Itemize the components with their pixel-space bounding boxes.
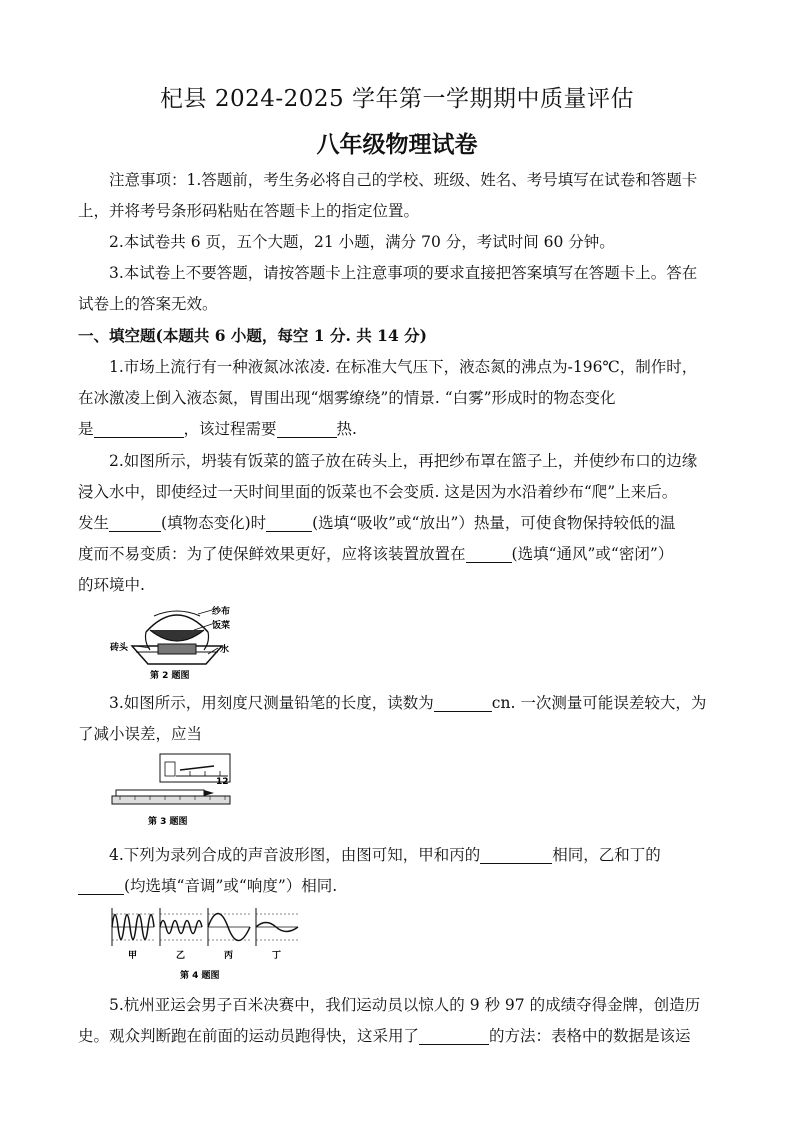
q4-line-2: (均选填“音调”或“响度”）相同. bbox=[124, 877, 338, 895]
q5-line-1: 5.杭州亚运会男子百米决赛中，我们运动员以惊人的 9 秒 97 的成绩夺得金牌，创造历 bbox=[109, 996, 701, 1014]
section-1-title: 一、填空题(本题共 6 小题，每空 1 分. 共 14 分) bbox=[78, 326, 427, 345]
fig2-label-gauze: 纱布 bbox=[212, 607, 231, 617]
fig4-wave-c bbox=[208, 908, 250, 946]
question-3 bbox=[78, 688, 718, 750]
fig4-wave-d bbox=[256, 908, 298, 946]
fig4-label-c: 丙 bbox=[224, 951, 234, 961]
question-5-cont bbox=[78, 1021, 718, 1052]
q2-line-5: 的环境中. bbox=[78, 576, 145, 594]
q1-line-1: 1.市场上流行有一种液氮冰浓凌. 在标准大气压下，液态氮的沸点为-196℃，制作时， bbox=[109, 358, 698, 376]
q1-blank-1[interactable] bbox=[94, 419, 184, 438]
notes-1 bbox=[78, 165, 718, 227]
question-5 bbox=[78, 990, 718, 1021]
q2-line-3-a: 发生 bbox=[78, 514, 110, 532]
q5-line-2-b: 的方法：表格中的数据是该运 bbox=[489, 1027, 691, 1045]
q1-line-2: 在冰激凌上倒入液态氮，胃围出现“烟雾缭绕”的情景. “白雾”形成时的物态变化 bbox=[78, 389, 616, 407]
q2-blank-1[interactable] bbox=[109, 513, 161, 532]
fig4-wave-a bbox=[112, 908, 154, 946]
q2-line-4-b: (选填“通风”或“密闭”） bbox=[511, 545, 674, 563]
q1-line-3-c: 热. bbox=[336, 420, 357, 438]
q4-blank-2[interactable] bbox=[78, 876, 124, 895]
notes-3-line-a: 3.本试卷上不要答题，请按答题卡上注意事项的要求直接把答案填写在答题卡上。答在 bbox=[109, 264, 698, 282]
fig4-caption: 第 4 题图 bbox=[180, 971, 220, 981]
fig2-label-brick: 砖头 bbox=[110, 643, 129, 653]
fig4-wave-b bbox=[160, 908, 202, 946]
q5-blank-1[interactable] bbox=[419, 1026, 489, 1045]
notes-2: 2.本试卷共 6 页，五个大题，21 小题，满分 70 分，考试时间 60 分钟。 bbox=[109, 233, 615, 251]
question-4-cont bbox=[78, 871, 718, 902]
q2-line-2: 浸入水中，即使经过一天时间里面的饭菜也不会变质. 这是因为水沿着纱布“爬”上来后。 bbox=[78, 483, 678, 501]
q2-blank-3[interactable] bbox=[466, 544, 512, 563]
fig2-label-water: 水 bbox=[220, 645, 230, 655]
q2-line-1: 2.如图所示，坍装有饭菜的篮子放在砖头上，再把纱布罩在篮子上，并使纱布口的边缘 bbox=[109, 452, 698, 470]
q3-line-1-a: 3.如图所示，用刻度尺测量铅笔的长度，读数为 bbox=[109, 694, 434, 712]
q4-blank-1[interactable] bbox=[480, 845, 552, 864]
figure-2 bbox=[110, 602, 250, 682]
q2-blank-2[interactable] bbox=[266, 513, 312, 532]
q4-line-1-a: 4.下列为录列合成的声音波形图，由图可知，甲和丙的 bbox=[109, 846, 481, 864]
q3-line-2: 了减小误差，应当 bbox=[78, 725, 203, 743]
q3-line-1-b: cn. 一次测量可能误差较大，为 bbox=[491, 694, 707, 712]
q1-line-3-b: ，该过程需要 bbox=[183, 420, 277, 438]
q1-line-3-a: 是 bbox=[78, 420, 94, 438]
q1-blank-2[interactable] bbox=[277, 419, 337, 438]
fig2-label-food: 饭菜 bbox=[212, 621, 231, 631]
notes-1-line-b: 上，并将考号条形码粘贴在答题卡上的指定位置。 bbox=[78, 202, 420, 220]
question-2-cont bbox=[78, 508, 718, 601]
fig4-label-d: 丁 bbox=[272, 951, 282, 961]
question-2 bbox=[78, 446, 718, 508]
q3-blank-1[interactable] bbox=[434, 693, 492, 712]
question-1 bbox=[78, 352, 718, 445]
fig4-label-b: 乙 bbox=[176, 951, 186, 961]
notes-3 bbox=[78, 258, 718, 320]
fig4-label-a: 甲 bbox=[128, 951, 138, 961]
exam-subtitle: 八年级物理试卷 bbox=[316, 131, 478, 158]
q2-line-3-c: (选填“吸收”或“放出”）热量，可使食物保持较低的温 bbox=[312, 514, 676, 532]
figure-3 bbox=[110, 752, 250, 832]
q4-line-1-b: 相同，乙和丁的 bbox=[552, 846, 661, 864]
question-4 bbox=[78, 840, 718, 871]
notes-1-line-a: 注意事项：1.答题前，考生务必将自己的学校、班级、姓名、考号填写在试卷和答题卡 bbox=[109, 171, 698, 189]
exam-title: 杞县 2024-2025 学年第一学期期中质量评估 bbox=[160, 86, 634, 112]
q2-line-4-a: 度而不易变质：为了使保鲜效果更好，应将该装置放置在 bbox=[78, 545, 466, 563]
figure-4 bbox=[108, 906, 308, 984]
notes-3-line-b: 试卷上的答案无效。 bbox=[78, 295, 218, 313]
q5-line-2-a: 史。观众判断跑在前面的运动员跑得快，这采用了 bbox=[78, 1027, 420, 1045]
fig3-caption: 第 3 题图 bbox=[148, 817, 188, 827]
fig2-caption: 第 2 题图 bbox=[150, 671, 190, 681]
fig3-tick-label: 12 bbox=[216, 777, 229, 787]
q2-line-3-b: (填物态变化)时 bbox=[161, 514, 267, 532]
